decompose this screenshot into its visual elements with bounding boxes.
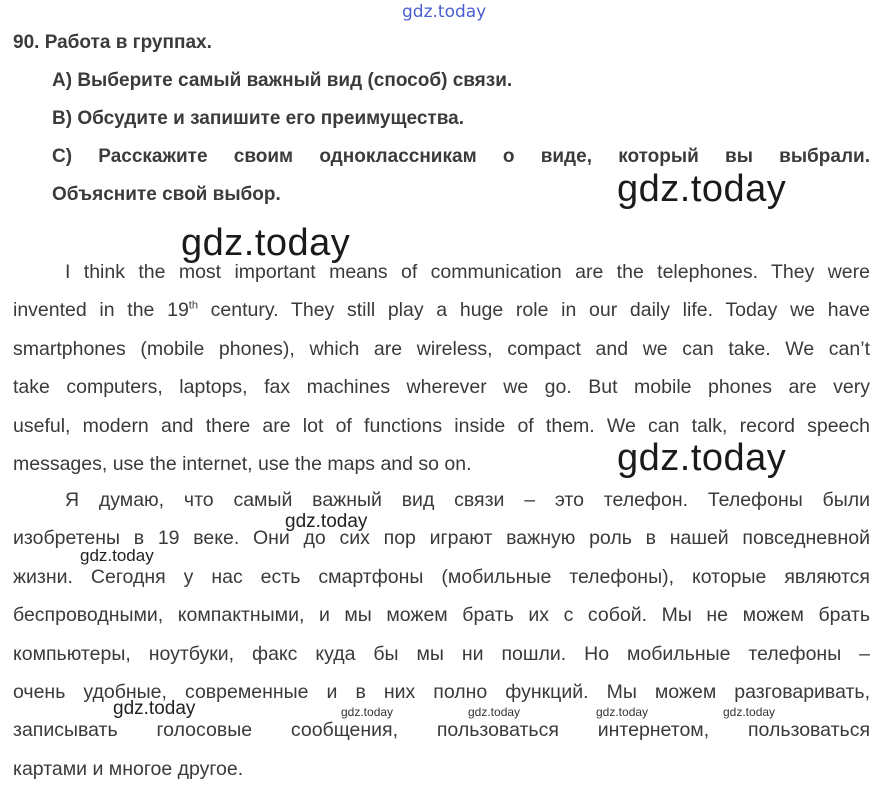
superscript-th: th — [188, 299, 198, 312]
watermark-tiny-3: gdz.today — [596, 705, 649, 719]
russian-answer — [13, 481, 870, 788]
watermark-large-3: gdz.today — [617, 437, 787, 479]
header-watermark: gdz.today — [402, 2, 487, 22]
russian-line-2: изобретены в 19 веке. Они до сих пор играют важную роль в нашей повседневной — [13, 527, 870, 550]
english-line-6: messages, use the internet, use the maps and so on. — [13, 452, 472, 475]
watermark-medium-2: gdz.today — [113, 698, 196, 719]
watermark-small-1: gdz.today — [80, 546, 154, 565]
english-line-1: I think the most important means of communication are the telephones. They were — [65, 261, 870, 283]
watermark-tiny-1: gdz.today — [341, 705, 394, 719]
english-line-4: take computers, laptops, fax machines wherever we go. But mobile phones are very — [13, 376, 870, 399]
watermark-tiny-2: gdz.today — [468, 705, 521, 719]
english-line-2 — [13, 291, 870, 329]
russian-line-6: очень удобные, современные и в них полно функций. Мы можем разговаривать, — [13, 680, 870, 703]
english-line-3: smartphones (mobile phones), which are wireless, compact and we can take. We can’t — [13, 337, 870, 360]
english-line-5: useful, modern and there are lot of functions inside of them. We can talk, record speech — [13, 414, 870, 437]
russian-line-1: Я думаю, что самый важный вид связи – это телефон. Телефоны были — [65, 489, 870, 511]
task-item-b: В) Обсудите и запишите его преимущества. — [52, 108, 464, 129]
russian-line-3: жизни. Сегодня у нас есть смартфоны (мобильные телефоны), которые являются — [13, 565, 870, 588]
task-item-c: С) Расскажите своим одноклассникам о виде, который вы выбрали. — [52, 146, 870, 167]
task-title: 90. Работа в группах. — [13, 32, 212, 53]
watermark-large-2: gdz.today — [181, 222, 351, 264]
russian-line-8: картами и многое другое. — [13, 757, 244, 780]
english-line-2-end: century. They still play a huge role in our daily life. Today we have — [197, 299, 871, 322]
russian-line-4: беспроводными, компактными, и мы можем брать их с собой. Мы не можем брать — [13, 604, 870, 627]
russian-line-7: записывать голосовые сообщения, пользоваться интернетом, пользоваться — [13, 719, 870, 742]
task-item-c-continued: Объясните свой выбор. — [52, 184, 281, 205]
watermark-large-1: gdz.today — [617, 168, 787, 210]
watermark-medium-1: gdz.today — [285, 511, 368, 532]
english-line-2-start: invented in the 19 — [13, 299, 189, 322]
task-item-a: А) Выберите самый важный вид (способ) связи. — [52, 70, 513, 91]
watermark-tiny-4: gdz.today — [723, 705, 776, 719]
russian-line-5: компьютеры, ноутбуки, факс куда бы мы ни пошли. Но мобильные телефоны – — [13, 642, 870, 665]
